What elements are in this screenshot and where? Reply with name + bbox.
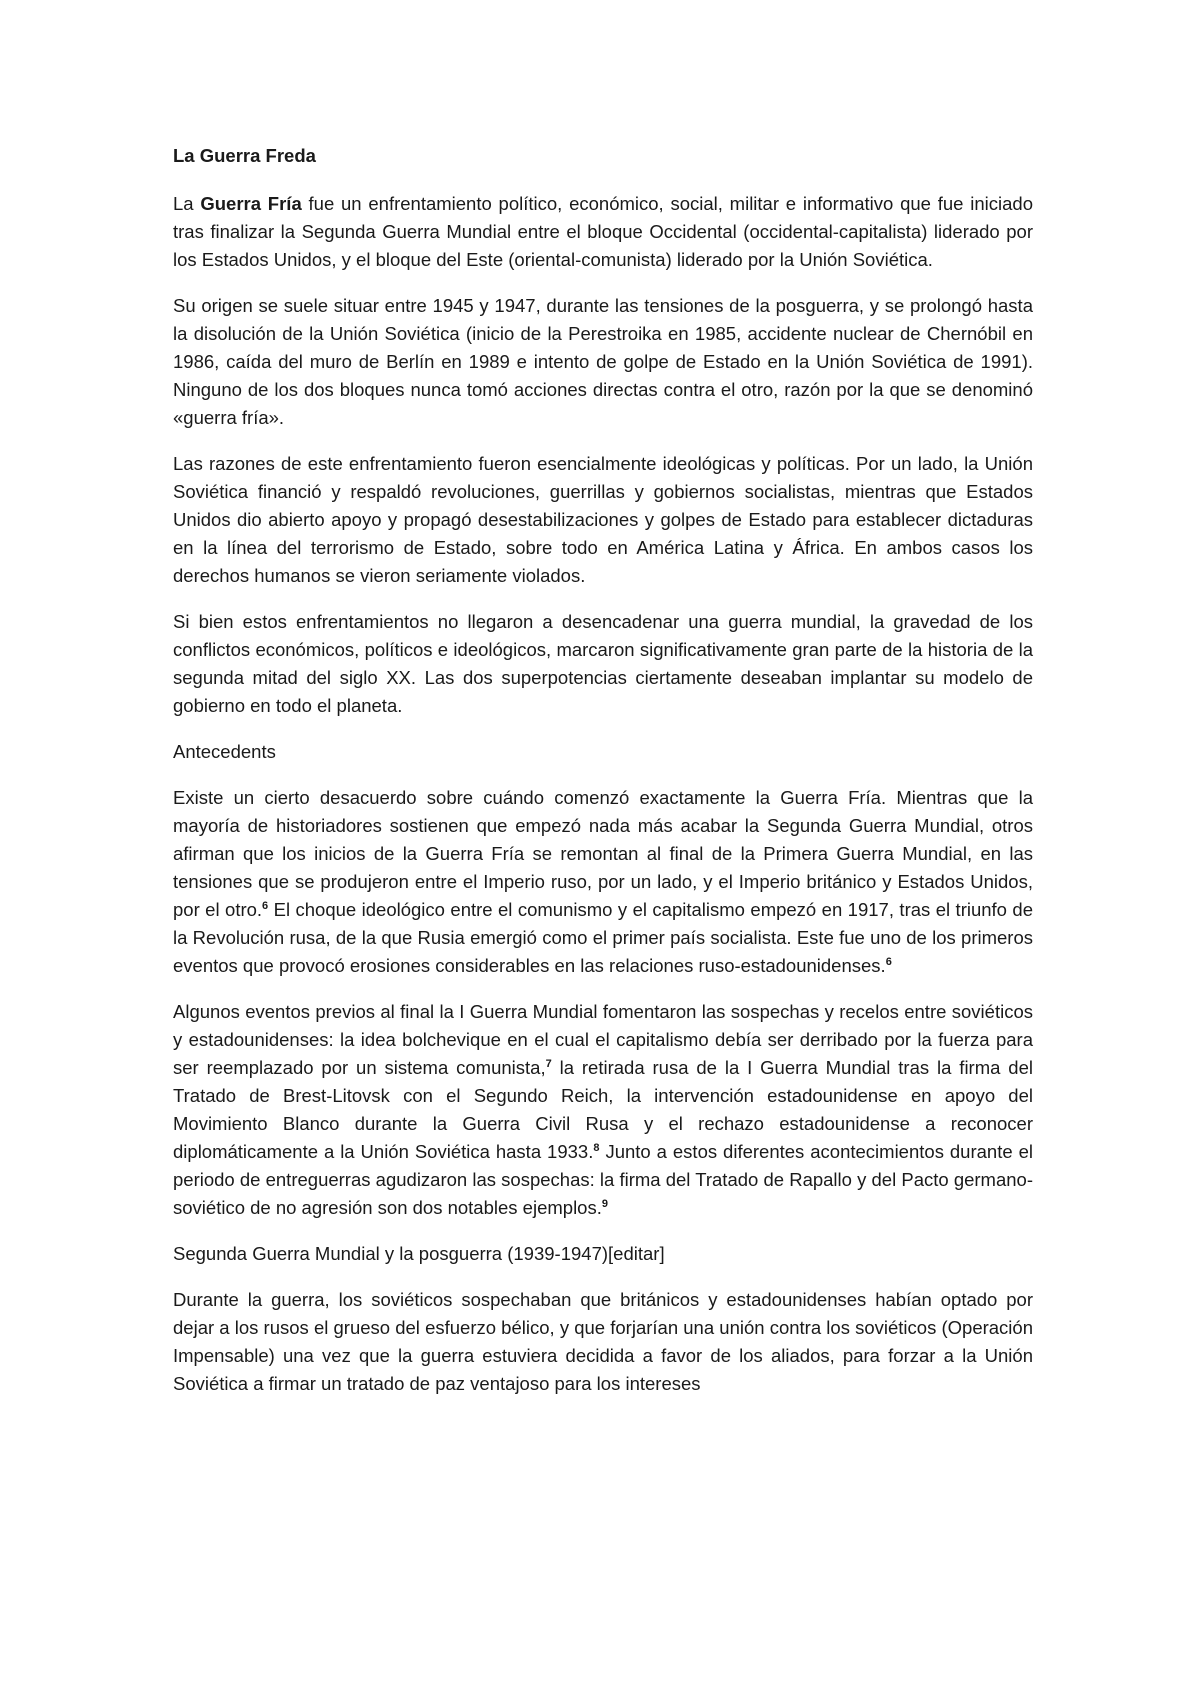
section-heading-antecedents: Antecedents (173, 741, 276, 762)
document-page (173, 142, 1033, 1416)
intro-bold-term: Guerra Fría (200, 193, 302, 214)
intro-text-start: La (173, 193, 201, 214)
disagreement-text-a: Existe un cierto desacuerdo sobre cuándo comenzó exactamente la Guerra Fría. Mientras que la mayoría de historiadores sostienen que empezó nada más acabar la Segunda Guerra Mundial, otros afirman que los inicios de la Guerra Fría se remontan al final de la Primera Guerra Mundial, en las tensiones que se produjeron entre el Imperio ruso, por un lado, y el Imperio británico y Estados Unidos, por el otro. (173, 787, 1033, 920)
footnote-ref: 6 (885, 955, 892, 968)
disagreement-text-b: El choque ideológico entre el comunismo y el capitalismo empezó en 1917, tras el triunfo de la Revolución rusa, de la que Rusia emergió como el primer país socialista. Este fue uno de los primeros eventos que provocó erosiones considerables en las relaciones ruso-estadounidenses. (173, 899, 1033, 976)
footnote-ref: 8 (593, 1141, 600, 1154)
footnote-ref: 9 (601, 1197, 608, 1210)
events-text-b: la retirada rusa de la I Guerra Mundial tras la firma del Tratado de Brest-Litovsk con el Segundo Reich, la intervención estadounidense en apoyo del Movimiento Blanco durante la Guerra Civil Rusa y el rechazo estadounidense a reconocer diplomáticamente a la Unión Soviética hasta 1933. (173, 1057, 1033, 1162)
footnote-ref: 7 (545, 1057, 552, 1070)
paragraph-during-war: Durante la guerra, los soviéticos sospechaban que británicos y estadounidenses habían optado por dejar a los rusos el grueso del esfuerzo bélico, y que forjarían una unión contra los soviéticos (Operación Impensable) una vez que la guerra estuviera decidida a favor de los aliados, para forzar a la Unión Soviética a firmar un tratado de paz ventajoso para los intereses (173, 1289, 1033, 1394)
section-heading-wwii: Segunda Guerra Mundial y la posguerra (1939-1947)[editar] (173, 1243, 665, 1264)
paragraph-disagreement (173, 784, 1033, 980)
intro-text-rest: fue un enfrentamiento político, económico, social, militar e informativo que fue iniciado tras finalizar la Segunda Guerra Mundial entre el bloque Occidental (occidental-capitalista) liderado por los Estados Unidos, y el bloque del Este (oriental-comunista) liderado por la Unión Soviética. (173, 193, 1033, 270)
paragraph-reasons: Las razones de este enfrentamiento fueron esencialmente ideológicas y políticas. Por un lado, la Unión Soviética financió y respaldó revoluciones, guerrillas y gobiernos socialistas, mientras que Estados Unidos dio abierto apoyo y propagó desestabilizaciones y golpes de Estado para establecer dictaduras en la línea del terrorismo de Estado, sobre todo en América Latina y África. En ambos casos los derechos humanos se vieron seriamente violados. (173, 453, 1033, 586)
paragraph-origin: Su origen se suele situar entre 1945 y 1947, durante las tensiones de la posguerra, y se prolongó hasta la disolución de la Unión Soviética (inicio de la Perestroika en 1985, accidente nuclear de Chernóbil en 1986, caída del muro de Berlín en 1989 e intento de golpe de Estado en la Unión Soviética de 1991). Ninguno de los dos bloques nunca tomó acciones directas contra el otro, razón por la que se denominó «guerra fría». (173, 295, 1033, 428)
paragraph-previous-events (173, 998, 1033, 1222)
paragraph-conflicts: Si bien estos enfrentamientos no llegaron a desencadenar una guerra mundial, la gravedad de los conflictos económicos, políticos e ideológicos, marcaron significativamente gran parte de la historia de la segunda mitad del siglo XX. Las dos superpotencias ciertamente deseaban implantar su modelo de gobierno en todo el planeta. (173, 611, 1033, 716)
document-title: La Guerra Freda (173, 145, 316, 166)
footnote-ref: 6 (262, 899, 269, 912)
events-text-c: Junto a estos diferentes acontecimientos durante el periodo de entreguerras agudizaron las sospechas: la firma del Tratado de Rapallo y del Pacto germano-soviético de no agresión son dos notables ejemplos. (173, 1141, 1033, 1218)
events-text-a: Algunos eventos previos al final la I Guerra Mundial fomentaron las sospechas y recelos entre soviéticos y estadounidenses: la idea bolchevique en el cual el capitalismo debía ser derribado por la fuerza para ser reemplazado por un sistema comunista, (173, 1001, 1033, 1078)
paragraph-intro (173, 190, 1033, 274)
